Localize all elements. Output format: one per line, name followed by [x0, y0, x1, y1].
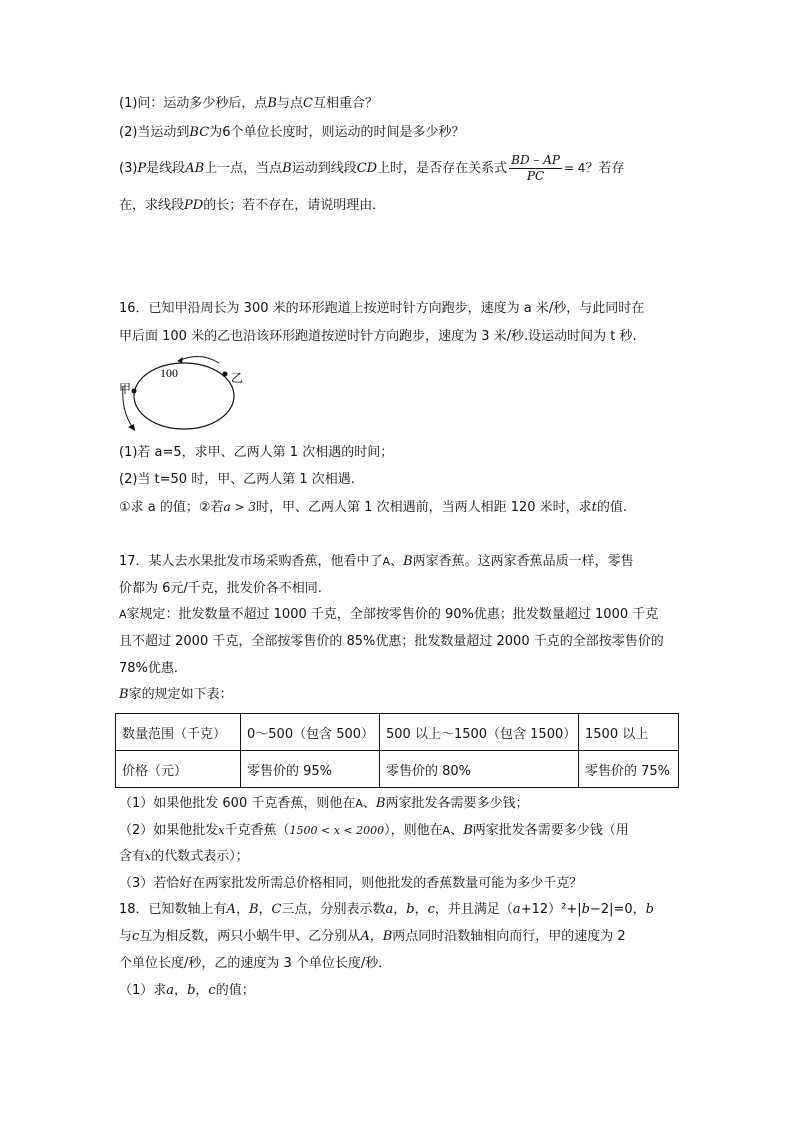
p16-subquestion-3: ①求 a 的值；②若a > 3时，甲、乙两人第 1 次相遇前，当两人相距 120 米时，求t的值. — [119, 500, 628, 515]
table-header-cell: 0～500（包含 500） — [241, 714, 380, 751]
p17-line-1: 17．某人去水果批发市场采购香蕉，他看中了A、B两家香蕉。这两家香蕉品质一样，零售 — [119, 554, 634, 569]
arrow-yi-to-jia — [178, 356, 219, 363]
p17-question-2-cont: 含有x的代数式表示）； — [119, 849, 249, 864]
table-cell: 零售价的 75% — [579, 751, 679, 788]
p18-line-2: 与c互为相反数，两只小蜗牛甲、乙分别从A，B两点同时沿数轴相向而行，甲的速度为 2 — [119, 929, 626, 944]
table-cell: 零售价的 80% — [380, 751, 579, 788]
p17-question-2: （2）如果他批发x千克香蕉（1500 < x < 2000），则他在A、B两家批发各需要多少钱（用 — [119, 823, 629, 838]
p17-line-6: B家的规定如下表： — [119, 687, 233, 702]
point-yi — [223, 372, 228, 377]
prev-question-1: (1)问：运动多少秒后，点B与点C互相重合？ — [119, 96, 378, 111]
b-pricing-table — [115, 713, 679, 788]
p18-line-1: 18．已知数轴上有A，B，C三点，分别表示数a，b，c，并且满足（a+12）²+|b−2|=0，b — [119, 902, 654, 917]
label-distance: 100 — [160, 366, 178, 380]
p17-line-4: 且不超过 2000 千克，全部按零售价的 85%优惠；批发数量超过 2000 千克的全部按零售价的 — [119, 634, 664, 649]
table-row — [116, 714, 679, 751]
prev-question-3: (3)P是线段AB上一点，当点B运动到线段CD上时，是否存在关系式 $\frac{BD - AP}{PC}$ = 4？若存 — [119, 153, 625, 183]
p17-line-3: A家规定：批发数量不超过 1000 千克，全部按零售价的 90%优惠；批发数量超过 1000 千克 — [119, 607, 659, 622]
table-header-cell: 数量范围（千克） — [116, 714, 241, 751]
track-diagram — [115, 353, 245, 435]
label-jia: 甲 — [119, 382, 132, 396]
table-row — [116, 751, 679, 788]
p16-subquestion-1: (1)若 a=5，求甲、乙两人第 1 次相遇的时间； — [119, 445, 394, 460]
arrowhead-top — [177, 357, 183, 363]
p17-line-2: 价都为 6元/千克，批发价各不相同. — [119, 581, 322, 596]
table-header-cell: 1500 以上 — [579, 714, 679, 751]
table-header-cell: 500 以上～1500（包含 1500） — [380, 714, 579, 751]
p17-question-1: （1）如果他批发 600 千克香蕉，则他在A、B两家批发各需要多少钱； — [119, 796, 529, 811]
table-cell: 零售价的 95% — [241, 751, 380, 788]
p17-line-5: 78%优惠. — [119, 661, 179, 676]
p16-subquestion-2: (2)当 t=50 时，甲、乙两人第 1 次相遇. — [119, 472, 355, 487]
p18-question-1: （1）求a，b，c的值； — [119, 983, 255, 998]
relation-fraction: $\frac{BD - AP}{PC}$ — [511, 153, 560, 183]
p16-line-1: 16．已知甲沿周长为 300 米的环形跑道上按逆时针方向跑步，速度为 a 米/秒，与此同时在 — [119, 301, 645, 316]
label-yi: 乙 — [231, 371, 244, 385]
p17-question-3: （3）若恰好在两家批发所需总价格相同，则他批发的香蕉数量可能为多少千克？ — [119, 876, 583, 891]
p18-line-3: 个单位长度/秒，乙的速度为 3 个单位长度/秒． — [119, 956, 392, 971]
track-ellipse — [134, 363, 234, 429]
table-cell: 价格（元） — [116, 751, 241, 788]
prev-question-2: (2)当运动到BC为6个单位长度时，则运动的时间是多少秒？ — [119, 125, 465, 140]
point-jia — [132, 389, 137, 394]
prev-question-3-cont: 在，求线段PD的长；若不存在，请说明理由． — [119, 198, 386, 213]
p16-line-2: 甲后面 100 米的乙也沿该环形跑道按逆时针方向跑步，速度为 3 米/秒.设运动时间为 t 秒. — [119, 329, 637, 344]
